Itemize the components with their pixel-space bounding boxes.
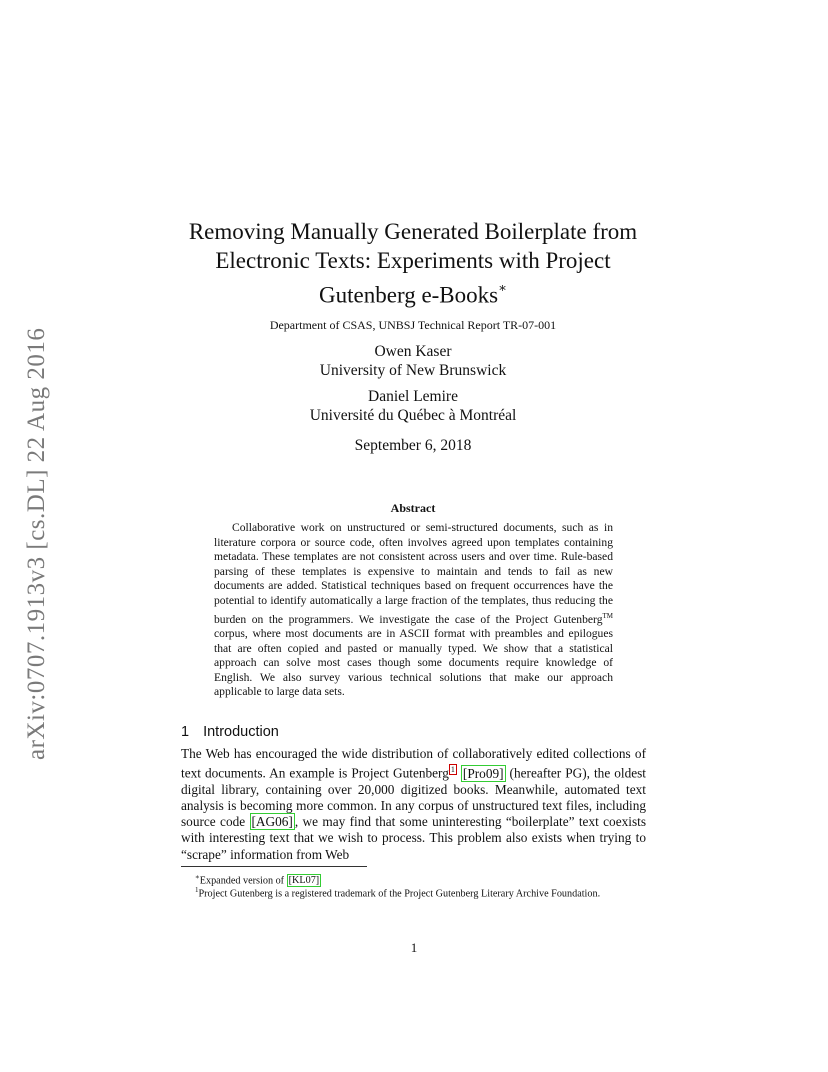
intro-paragraph	[181, 746, 646, 863]
paper-title	[160, 217, 666, 310]
title-line-3	[160, 275, 666, 310]
paper-date: September 6, 2018	[354, 437, 472, 454]
author-affiliation: University of New Brunswick	[319, 362, 507, 379]
author-name: Owen Kaser	[374, 343, 452, 360]
title-footnote-mark[interactable]: ∗	[498, 280, 507, 295]
page-number: 1	[410, 940, 418, 955]
footnote-rule	[181, 866, 367, 867]
section-number: 1	[181, 724, 190, 740]
citation-link-ag06[interactable]: [AG06]	[251, 814, 293, 830]
citation-link-kl07[interactable]: [KL07]	[288, 875, 320, 887]
arxiv-stamp-text: arXiv:0707.1913v3 [cs.DL] 22 Aug 2016	[23, 327, 50, 760]
author-name: Daniel Lemire	[368, 388, 458, 405]
abstract-heading: Abstract	[390, 501, 436, 515]
section-heading	[181, 724, 279, 740]
author-affiliation: Université du Québec à Montréal	[309, 407, 517, 424]
citation-link-pro09[interactable]: [Pro09]	[462, 765, 504, 781]
title-line-2: Electronic Texts: Experiments with Project	[215, 248, 611, 273]
author-block-1	[160, 342, 666, 380]
section-title: Introduction	[203, 724, 279, 740]
title-line-1: Removing Manually Generated Boilerplate from	[188, 219, 638, 244]
report-number: Department of CSAS, UNBSJ Technical Report TR-07-001	[269, 318, 557, 332]
intro-text-1: The Web has encouraged the wide distribution of collaboratively edited collections of text documents. An example is Project Gutenberg	[181, 746, 646, 781]
title-line-3-text: Gutenberg e-Books	[319, 282, 499, 308]
abstract-part-b: corpus, where most documents are in ASCII format with preambles and epilogues that are often copied and pasted or manually typed. We show that a statistical approach can solve most cases though some documents require knowledge of English. We also survey various technical solutions that make our approach applicable to large data sets.	[214, 627, 613, 699]
footnote-star-mark: ∗	[195, 873, 200, 881]
arxiv-stamp	[23, 290, 52, 760]
abstract-part-a: Collaborative work on unstructured or semi-structured documents, such as in literature corpora or source code, often involves agreed upon templates containing metadata. These templates are not consistent across users and over time. Rule-based parsing of these templates is expensive to maintain and tends to fail as new documents are added. Statistical techniques based on frequent occurrences have the potential to identify automatically a large fraction of the templates, thus reducing the burden on the programmers. We investigate the case of the Project Gutenberg	[214, 521, 613, 626]
footnote-1	[181, 884, 646, 900]
intro-text-4: , we may find that some uninteresting “boilerplate” text coexists with interesting text that we wish to process. This problem also exists when trying to “scrape” information from Web	[181, 814, 646, 862]
footnote-star-text: Expanded version of	[199, 875, 287, 887]
intro-text-3: (hereafter PG), the oldest digital library, containing over 20,000 digitized books. Meanwhile, automated text analysis is becoming more common. In any corpus of unstructured text files, including source code	[181, 765, 647, 830]
footnote-1-text: Project Gutenberg is a registered trademark of the Project Gutenberg Literary Archive Foundation.	[198, 888, 601, 900]
abstract-text	[214, 521, 613, 700]
footnote-1-mark: 1	[195, 886, 199, 894]
author-block-2	[160, 387, 666, 425]
trademark-mark: TM	[602, 611, 613, 620]
footnote-link-1[interactable]: 1	[450, 765, 455, 775]
